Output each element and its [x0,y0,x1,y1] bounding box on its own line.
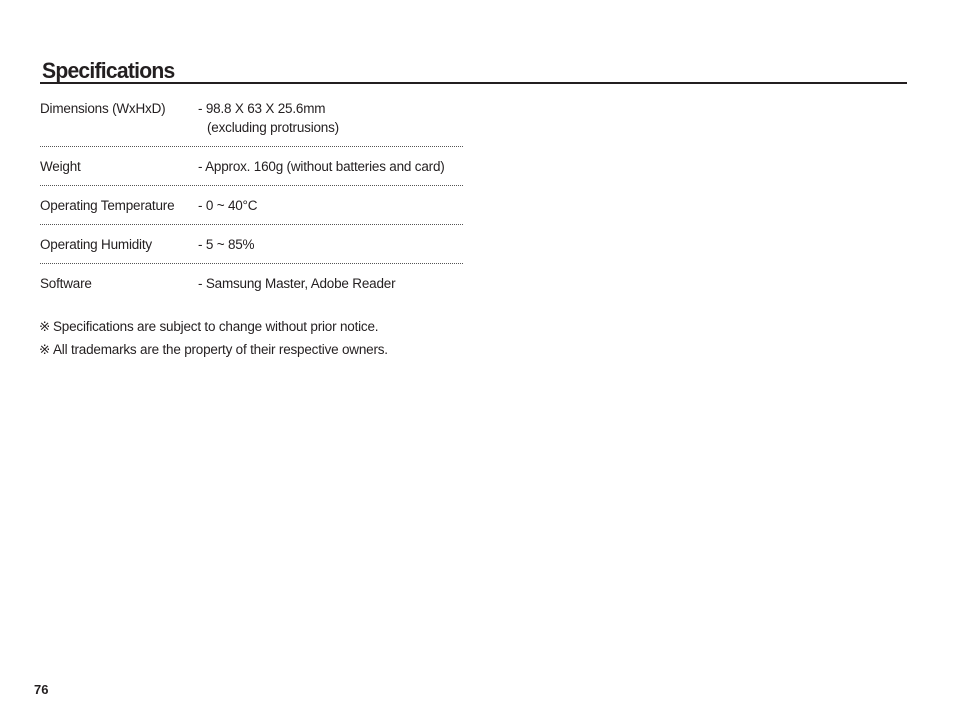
spec-label: Dimensions (WxHxD) [40,101,166,116]
reference-mark-icon: ※ [39,319,51,334]
spec-label: Operating Temperature [40,198,175,213]
title-bar [40,58,907,84]
spec-value-sub: (excluding protrusions) [207,120,339,135]
spec-row-dimensions [40,98,463,147]
spec-value: - 5 ~ 85% [198,237,255,252]
spec-row-weight [40,147,463,186]
note-item [39,317,388,336]
spec-label: Operating Humidity [40,237,152,252]
page-title: Specifications [42,58,175,83]
spec-value [198,99,463,137]
spec-table [40,98,463,302]
spec-row-operating-humidity [40,225,463,264]
spec-value: - Samsung Master, Adobe Reader [198,276,396,291]
spec-value: - 0 ~ 40°C [198,198,258,213]
notes [39,317,388,363]
note-text: All trademarks are the property of their respective owners. [53,342,388,357]
spec-row-operating-temperature [40,186,463,225]
note-text: Specifications are subject to change without prior notice. [53,319,379,334]
page-number: 76 [34,682,49,697]
note-item [39,340,388,359]
spec-value-main: - 98.8 X 63 X 25.6mm [198,101,326,116]
spec-value: - Approx. 160g (without batteries and card) [198,159,445,174]
reference-mark-icon: ※ [39,342,51,357]
spec-row-software [40,264,463,302]
spec-label: Weight [40,159,81,174]
spec-label: Software [40,276,92,291]
